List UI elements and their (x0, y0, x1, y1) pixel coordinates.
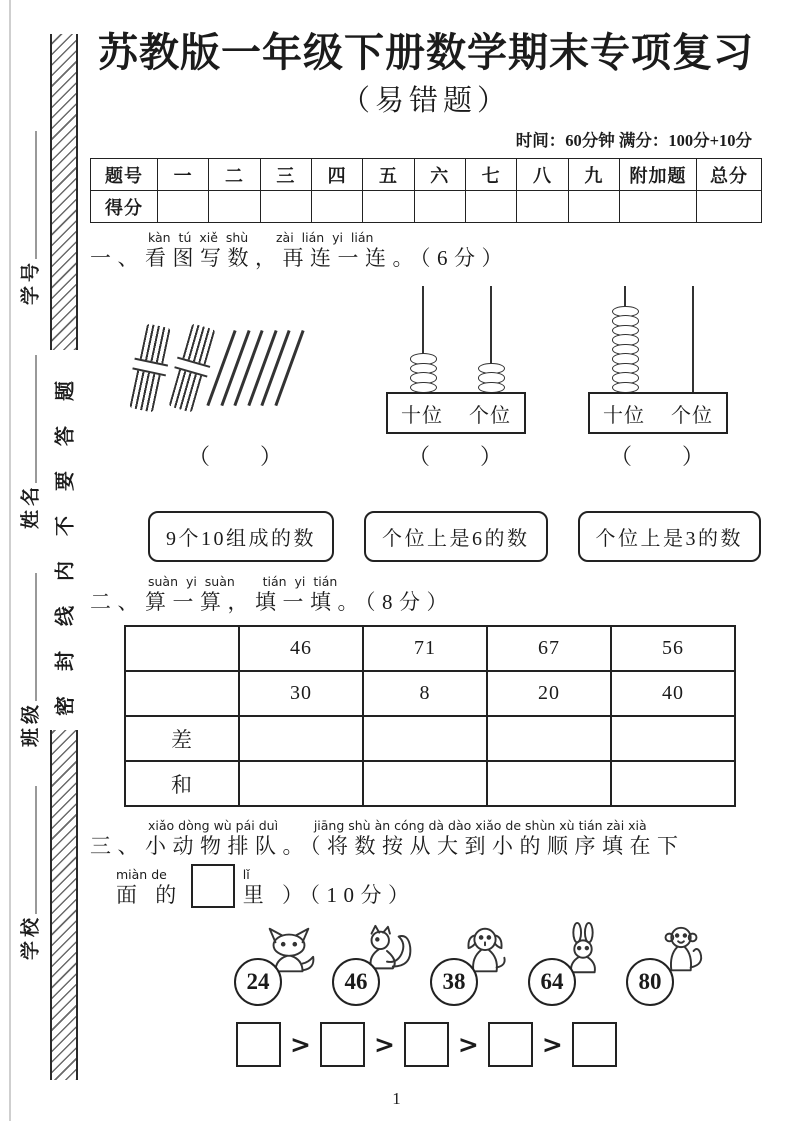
table-cell: 20 (487, 671, 611, 716)
answer-cell-empty (611, 716, 735, 761)
table-cell: 40 (611, 671, 735, 716)
page-number: 1 (392, 1089, 401, 1108)
place-value-abacus-90 (588, 282, 728, 434)
page-edge-line (9, 0, 11, 1121)
ones-place-label: 个位 (469, 404, 511, 427)
question-1-title: 一、看图写数，再连一连。（6分） (90, 245, 509, 270)
seal-line-text: 密封线内不要答题 (46, 350, 81, 730)
table-cell: 71 (363, 626, 487, 671)
score-table-header-row (91, 159, 762, 191)
ordering-answer-box (572, 1022, 617, 1067)
score-header-cell: 二 (209, 159, 260, 191)
question-3-title-line1: 三、小动物排队。（将数按从大到小的顺序填在下 (90, 833, 685, 858)
difference-row-label: 差 (125, 716, 239, 761)
place-value-box (386, 392, 526, 434)
ordering-answer-box (404, 1022, 449, 1067)
score-cell-empty (363, 191, 414, 223)
stick (247, 330, 277, 406)
class-blank-line (22, 573, 37, 701)
page-subtitle: （易错题） (340, 85, 511, 117)
place-value-abacus-43 (386, 282, 526, 434)
class-field (16, 573, 43, 747)
score-header-cell: 五 (363, 159, 414, 191)
school-blank-line (22, 786, 37, 914)
score-cell-empty (414, 191, 465, 223)
animal-dog (438, 922, 514, 1006)
greater-than-symbol: > (457, 1030, 479, 1060)
score-cell-empty (517, 191, 568, 223)
score-table (90, 158, 762, 223)
option-box-ones-digit-6: 个位上是6的数 (364, 511, 548, 562)
answer-cell-empty (363, 716, 487, 761)
tens-beads (611, 308, 639, 394)
table-cell: 67 (487, 626, 611, 671)
number-badge: 80 (626, 958, 674, 1006)
animal-monkey (634, 922, 710, 1006)
answer-blank: （ ） (407, 444, 504, 470)
school-label: 学校 (20, 913, 42, 961)
score-header-cell: 四 (311, 159, 362, 191)
ordering-answer-box (488, 1022, 533, 1067)
ruby-mian-de (116, 868, 183, 908)
animal-fox (242, 922, 318, 1006)
number-badge: 64 (528, 958, 576, 1006)
counting-sticks-illustration (138, 302, 334, 434)
table-row (125, 761, 735, 806)
greater-than-symbol: > (373, 1030, 395, 1060)
greater-than-symbol: > (541, 1030, 563, 1060)
name-field (16, 355, 43, 529)
stick-bundles (138, 325, 204, 411)
score-header-cell: 九 (568, 159, 619, 191)
number-badge: 46 (332, 958, 380, 1006)
pinyin-mian-de: miàn de (116, 867, 167, 883)
class-label: 班级 (20, 700, 42, 748)
score-cell-empty (620, 191, 697, 223)
table-cell: 46 (239, 626, 363, 671)
abacus-figure-group-2 (588, 282, 728, 471)
greater-than-symbol: > (290, 1030, 311, 1060)
number-badge: 24 (234, 958, 282, 1006)
ordering-answer-box (236, 1022, 281, 1067)
text-li-and-points: 里 ）（10分） (242, 882, 416, 907)
score-header-cell: 六 (414, 159, 465, 191)
answer-cell-empty (239, 716, 363, 761)
question-2-pinyin: suàn yi suàn tián yi tián (148, 574, 338, 590)
answer-blank: （ ） (609, 444, 706, 470)
question-3-pinyin-line1: xiǎo dòng wù pái duì jiāng shù àn cóng dà dào xiǎo de shùn xù tián zài xià (148, 818, 647, 834)
score-header-cell: 一 (158, 159, 209, 191)
table-row (125, 671, 735, 716)
score-table-score-row (91, 191, 762, 223)
animal-row (242, 922, 762, 1006)
stick (220, 330, 250, 406)
pinyin-li: lǐ (242, 867, 250, 883)
bundle (129, 323, 170, 412)
name-label: 姓名 (20, 482, 42, 530)
score-cell-empty (568, 191, 619, 223)
score-cell-empty (158, 191, 209, 223)
number-badge: 38 (430, 958, 478, 1006)
animal-squirrel (340, 922, 416, 1006)
question-2-title: 二、算一算，填一填。（8分） (90, 589, 454, 614)
table-cell (125, 671, 239, 716)
student-id-blank-line (22, 131, 37, 259)
answer-blank: （ ） (187, 444, 284, 470)
score-cell-empty (697, 191, 762, 223)
table-cell: 30 (239, 671, 363, 716)
tens-place-label: 十位 (401, 404, 443, 427)
main-content (90, 30, 762, 1067)
ordering-boxes-row (236, 1022, 762, 1067)
score-cell-empty (311, 191, 362, 223)
option-box-ones-digit-3: 个位上是3的数 (578, 511, 762, 562)
score-row-label: 得分 (91, 191, 158, 223)
question-3-title-line2 (116, 864, 762, 908)
score-cell-empty (465, 191, 516, 223)
ruby-li (243, 868, 416, 908)
single-sticks (220, 328, 291, 408)
name-blank-line (22, 355, 37, 483)
answer-cell-empty (487, 761, 611, 806)
table-cell (125, 626, 239, 671)
tens-beads (409, 355, 437, 393)
stick (274, 330, 304, 406)
exam-meta: 时间：60分钟 满分：100分+10分 (515, 131, 752, 150)
place-value-box (588, 392, 728, 434)
score-cell-empty (209, 191, 260, 223)
text-mian-de: 面 的 (116, 882, 183, 907)
score-header-cell: 三 (260, 159, 311, 191)
student-id-label: 学号 (20, 258, 42, 306)
tens-place-label: 十位 (603, 404, 645, 427)
answer-cell-empty (363, 761, 487, 806)
answer-cell-empty (487, 716, 611, 761)
table-row (125, 626, 735, 671)
table-cell: 56 (611, 626, 735, 671)
ones-place-label: 个位 (671, 404, 713, 427)
page-title: 苏教版一年级下册数学期末专项复习 (98, 30, 754, 75)
score-header-cell: 七 (465, 159, 516, 191)
question-1-figures (138, 282, 762, 471)
score-header-cell: 八 (517, 159, 568, 191)
question-2 (90, 575, 762, 807)
option-box-nine-tens: 9个10组成的数 (148, 511, 334, 562)
inline-answer-box (191, 864, 235, 908)
sticks-figure-group (138, 302, 334, 471)
stick (234, 330, 264, 406)
ones-rod (692, 286, 694, 394)
score-cell-empty (260, 191, 311, 223)
table-cell: 8 (363, 671, 487, 716)
score-header-cell: 总分 (697, 159, 762, 191)
answer-cell-empty (239, 761, 363, 806)
question-1 (90, 231, 762, 562)
question-3 (90, 819, 762, 1067)
score-header-cell: 附加题 (620, 159, 697, 191)
answer-cell-empty (611, 761, 735, 806)
calculation-table (124, 625, 736, 807)
score-header-cell: 题号 (91, 159, 158, 191)
ordering-answer-box (320, 1022, 365, 1067)
sum-row-label: 和 (125, 761, 239, 806)
stick (261, 330, 291, 406)
abacus-figure-group-1 (386, 282, 526, 471)
matching-option-boxes (148, 511, 762, 562)
ones-beads (477, 365, 505, 394)
student-id-field (16, 131, 43, 305)
table-row (125, 716, 735, 761)
question-1-pinyin: kàn tú xiě shù zài lián yi lián (148, 230, 374, 245)
animal-rabbit (536, 922, 612, 1006)
school-field (16, 786, 43, 960)
